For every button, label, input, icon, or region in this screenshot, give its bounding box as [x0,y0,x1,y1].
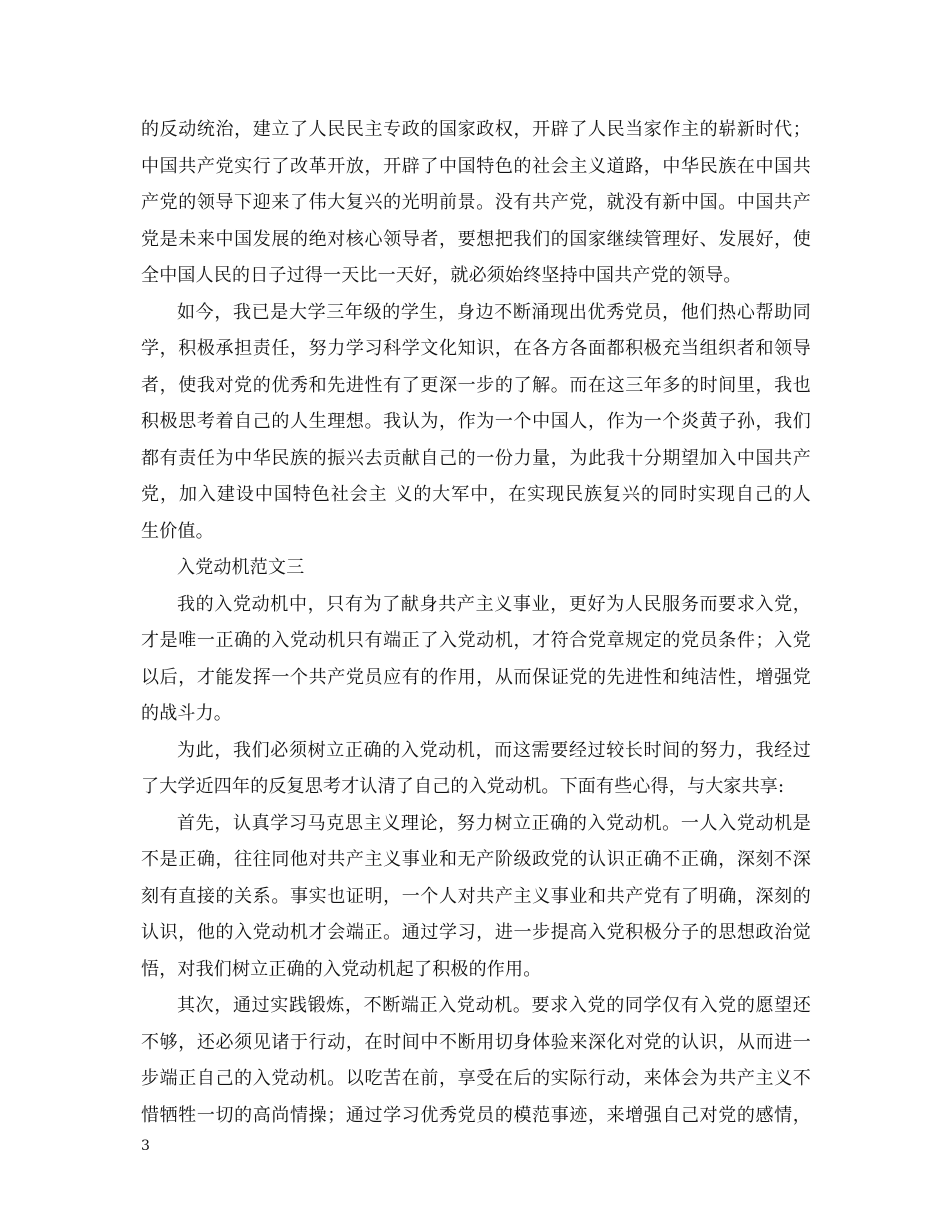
text-line: 党，加入建设中国特色社会主 义的大军中，在实现民族复兴的同时实现自己的人 [141,484,811,505]
text-line: 者，使我对党的优秀和先进性有了更深一步的了解。而在这三年多的时间里，我也 [141,374,811,396]
text-line: 的战斗力。 [141,703,232,724]
page-number: 3 [141,1138,150,1154]
text-line: 生价值。 [141,520,214,542]
document-body [141,112,811,1134]
text-line: 以后，才能发挥一个共产党员应有的作用，从而保证党的先进性和纯洁性，增强党 [141,666,811,688]
text-line: 如今，我已是大学三年级的学生，身边不断涌现出优秀党员，他们热心帮助同 [177,301,811,323]
text-line: 入党动机范文三 [177,557,305,578]
paragraph [141,112,811,295]
text-line: 全中国人民的日子过得一天比一天好，就必须始终坚持中国共产党的领导。 [141,265,742,286]
text-line: 首先，认真学习马克思主义理论，努力树立正确的入党动机。一人入党动机是 [177,812,811,834]
paragraph [141,988,811,1134]
text-line: 学，积极承担责任，努力学习科学文化知识，在各方各面都积极充当组织者和领导 [141,338,811,359]
text-line: 中国共产党实行了改革开放，开辟了中国特色的社会主义道路，中华民族在中国共 [141,155,811,177]
paragraph [141,550,811,587]
paragraph [141,733,811,806]
text-line: 悟，对我们树立正确的入党动机起了积极的作用。 [141,958,542,980]
text-line: 惜牺牲一切的高尚情操；通过学习优秀党员的模范事迹，来增强自己对党的感情， [141,1104,811,1126]
text-line: 不够，还必须见诸于行动，在时间中不断用切身体验来深化对党的认识，从而进一 [141,1031,811,1053]
text-line: 为此，我们必须树立正确的入党动机，而这需要经过较长时间的努力，我经过 [177,739,811,761]
text-line: 都有责任为中华民族的振兴去贡献自己的一份力量，为此我十分期望加入中国共产 [141,447,811,469]
text-line: 刻有直接的关系。事实也证明，一个人对共产主义事业和共产党有了明确，深刻的 [141,885,811,907]
text-line: 不是正确，往往同他对共产主义事业和无产阶级政党的认识正确不正确，深刻不深 [141,849,811,870]
text-line: 认识，他的入党动机才会端正。通过学习，进一步提高入党积极分子的思想政治觉 [141,922,811,943]
text-line: 其次，通过实践锻炼，不断端正入党动机。要求入党的同学仅有入党的愿望还 [177,995,811,1016]
text-line: 党是未来中国发展的绝对核心领导者，要想把我们的国家继续管理好、发展好，使 [141,228,811,250]
paragraph [141,806,811,989]
paragraph [141,295,811,551]
text-line: 才是唯一正确的入党动机只有端正了入党动机，才符合党章规定的党员条件；入党 [141,630,811,651]
paragraph [141,587,811,733]
text-line: 的反动统治，建立了人民民主专政的国家政权，开辟了人民当家作主的崭新时代； [141,119,811,140]
text-line: 了大学近四年的反复思考才认清了自己的入党动机。下面有些心得，与大家共享: [141,776,785,797]
text-line: 我的入党动机中，只有为了献身共产主义事业，更好为人民服务而要求入党， [177,593,811,615]
text-line: 步端正自己的入党动机。以吃苦在前，享受在后的实际行动，来体会为共产主义不 [141,1068,811,1089]
text-line: 积极思考着自己的人生理想。我认为，作为一个中国人，作为一个炎黄子孙，我们 [141,411,811,432]
text-line: 产党的领导下迎来了伟大复兴的光明前景。没有共产党，就没有新中国。中国共产 [141,192,811,213]
